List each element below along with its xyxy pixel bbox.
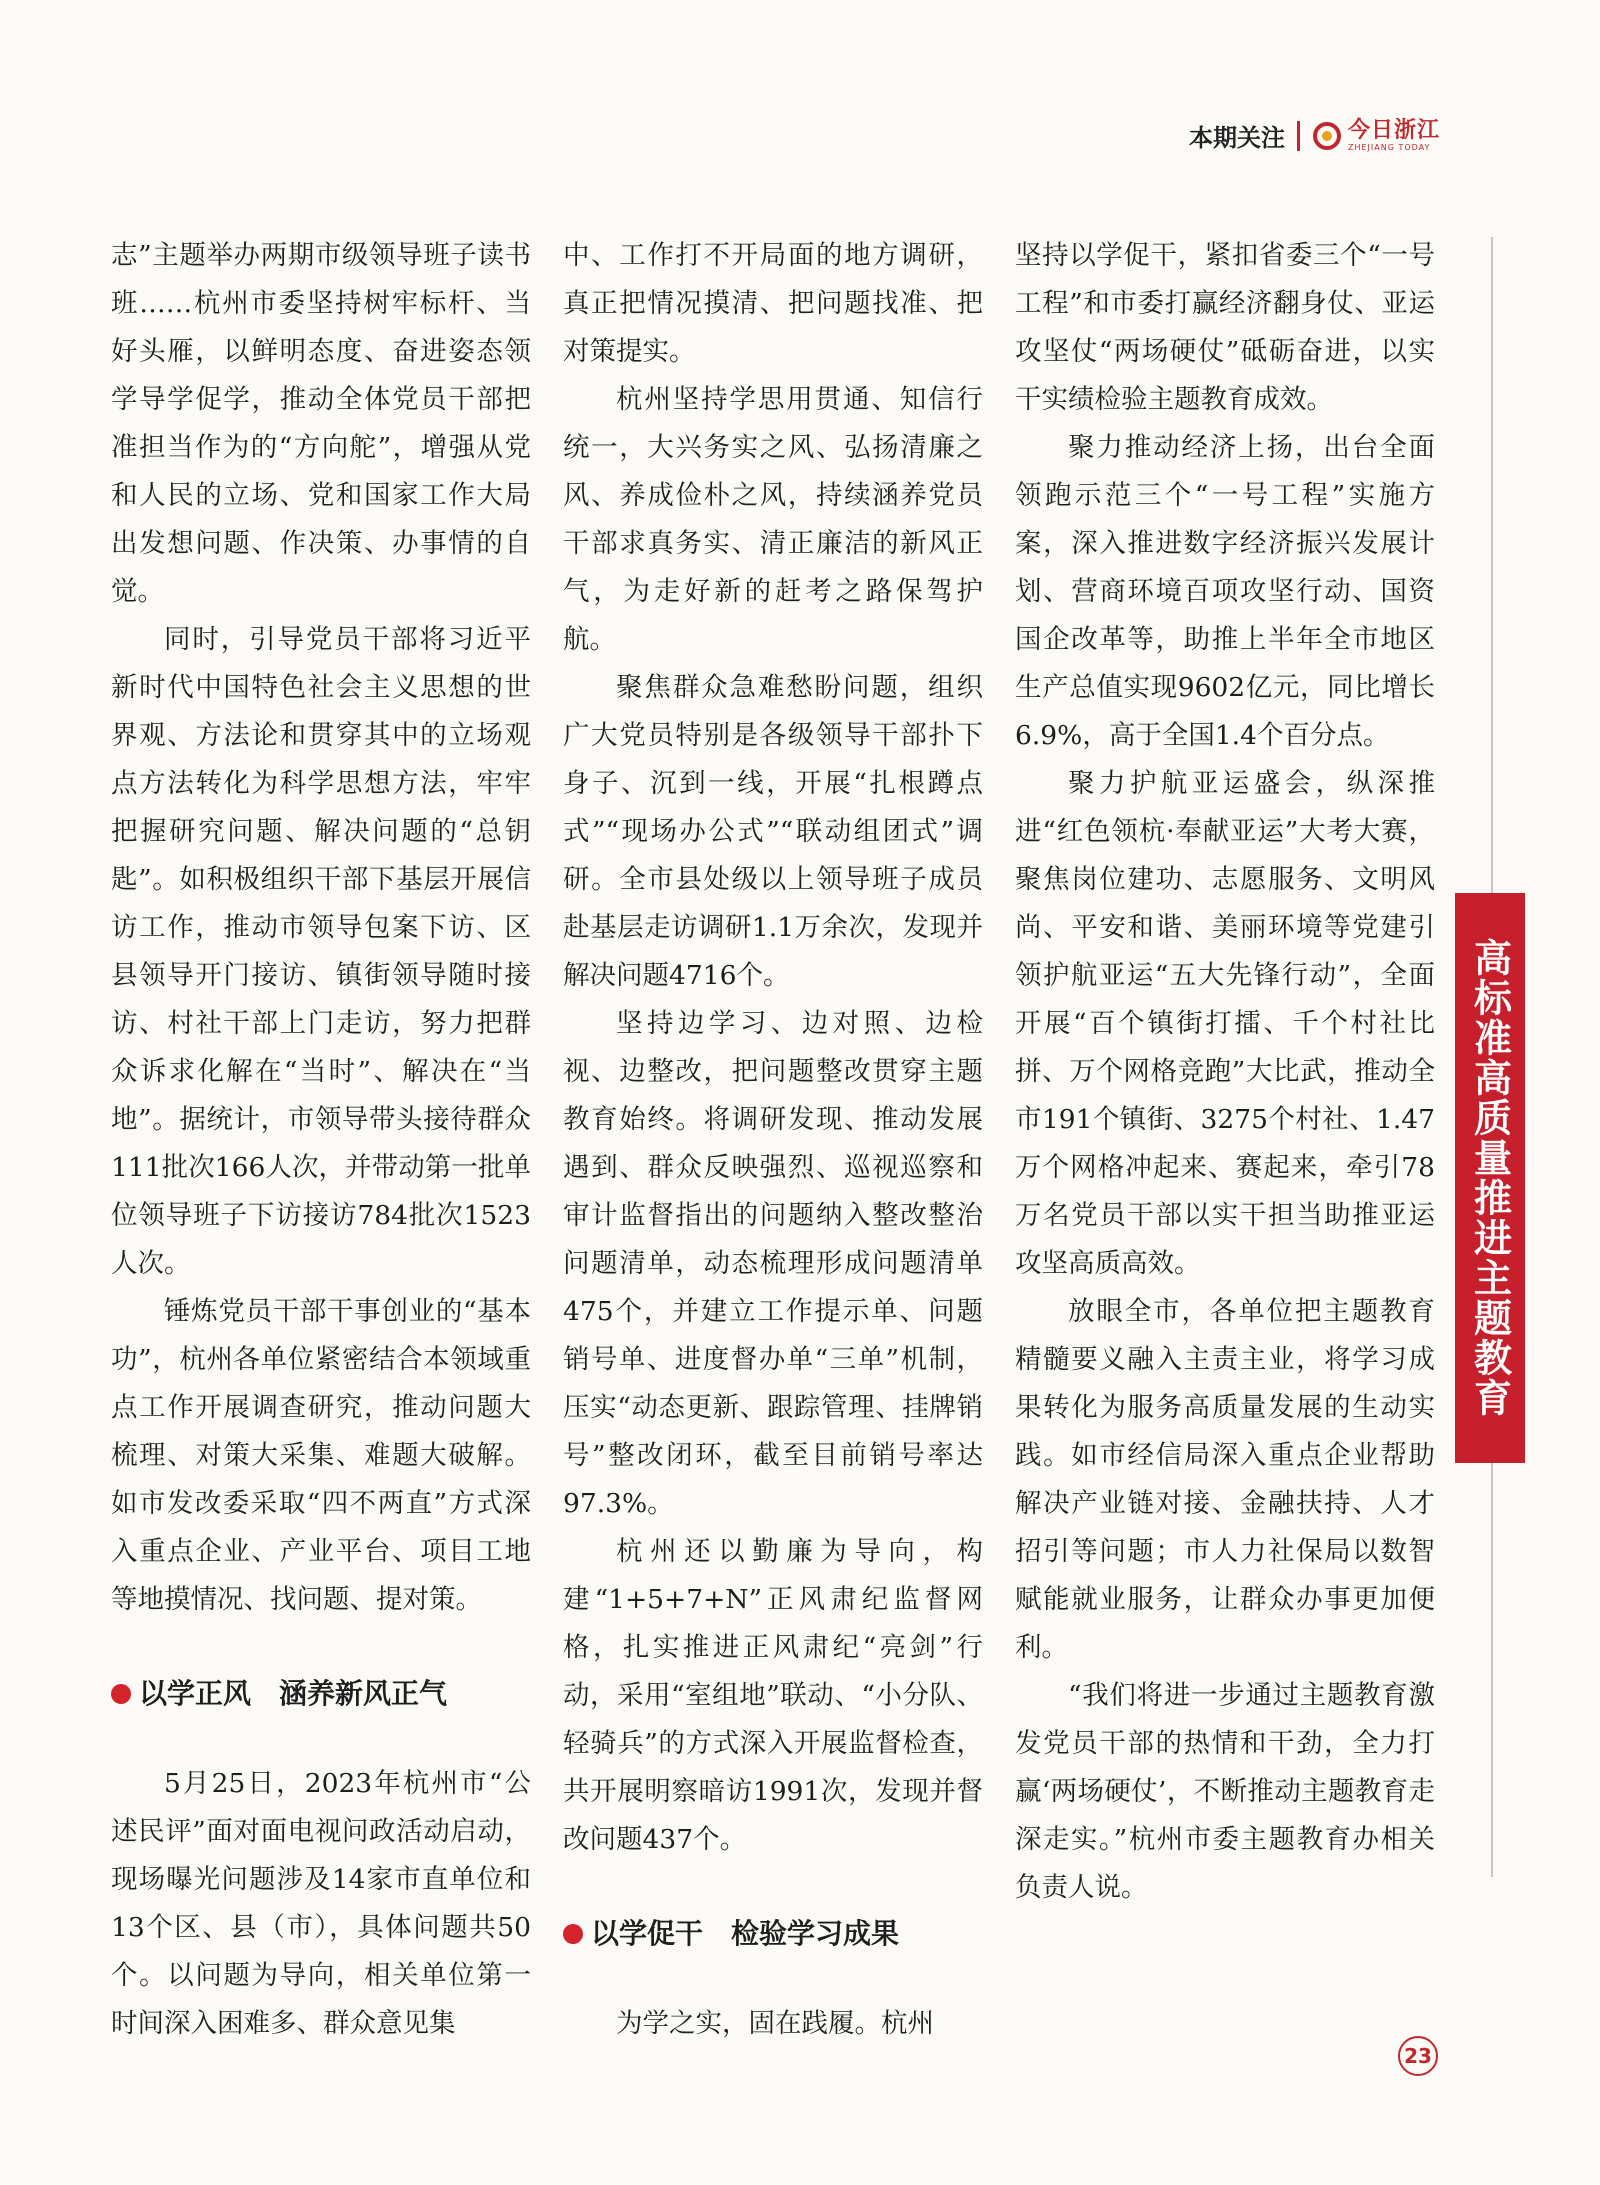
article-column-1 xyxy=(111,232,531,2048)
side-section-tab: 高标准高质量推进主题教育 xyxy=(1455,893,1525,1463)
article-column-2 xyxy=(563,232,983,2048)
paragraph: 中、工作打不开局面的地方调研，真正把情况摸清、把问题找准、把对策提实。 xyxy=(563,240,983,367)
paragraph: “我们将进一步通过主题教育激发党员干部的热情和干劲，全力打赢‘两场硬仗’，不断推动主题教育走深走实。”杭州市委主题教育办相关负责人说。 xyxy=(1015,1680,1435,1903)
paragraph: 杭州坚持学思用贯通、知信行统一，大兴务实之风、弘扬清廉之风、养成俭朴之风，持续涵养党员干部求真务实、清正廉洁的新风正气，为走好新的赶考之路保驾护航。 xyxy=(563,384,983,655)
bullet-dot-icon xyxy=(111,1684,131,1704)
section-heading xyxy=(111,1670,531,1718)
paragraph: 锤炼党员干部干事创业的“基本功”，杭州各单位紧密结合本领域重点工作开展调查研究，推动问题大梳理、对策大采集、难题大破解。如市发改委采取“四不两直”方式深入重点企业、产业平台、项目工地等地摸情况、找问题、提对策。 xyxy=(111,1296,531,1615)
section-heading xyxy=(563,1910,983,1958)
paragraph: 同时，引导党员干部将习近平新时代中国特色社会主义思想的世界观、方法论和贯穿其中的立场观点方法转化为科学思想方法，牢牢把握研究问题、解决问题的“总钥匙”。如积极组织干部下基层开展信访工作，推动市领导包案下访、区县领导开门接访、镇街领导随时接访、村社干部上门走访，努力把群众诉求化解在“当时”、解决在“当地”。据统计，市领导带头接待群众111批次166人次，并带动第一批单位领导班子下访接访784批次1523人次。 xyxy=(111,624,531,1279)
section-heading-text: 以学促干 检验学习成果 xyxy=(591,1917,900,1950)
paragraph: 坚持以学促干，紧扣省委三个“一号工程”和市委打赢经济翻身仗、亚运攻坚仗“两场硬仗”砥砺奋进，以实干实绩检验主题教育成效。 xyxy=(1015,240,1435,415)
section-title: 本期关注 xyxy=(1188,124,1285,152)
paragraph: 志”主题举办两期市级领导班子读书班……杭州市委坚持树牢标杆、当好头雁，以鲜明态度、奋进姿态领学导学促学，推动全体党员干部把准担当作为的“方向舵”，增强从党和人民的立场、党和国家工作大局出发想问题、作决策、办事情的自觉。 xyxy=(111,240,531,607)
logo-swirl-icon xyxy=(1312,121,1342,151)
paragraph: 放眼全市，各单位把主题教育精髓要义融入主责主业，将学习成果转化为服务高质量发展的生动实践。如市经信局深入重点企业帮助解决产业链对接、金融扶持、人才招引等问题；市人力社保局以数智赋能就业服务，让群众办事更加便利。 xyxy=(1015,1296,1435,1663)
paragraph: 聚力护航亚运盛会，纵深推进“红色领杭·奉献亚运”大考大赛，聚焦岗位建功、志愿服务、文明风尚、平安和谐、美丽环境等党建引领护航亚运“五大先锋行动”，全面开展“百个镇街打擂、千个村社比拼、万个网格竞跑”大比武，推动全市191个镇街、3275个村社、1.47万个网格冲起来、赛起来，牵引78万名党员干部以实干担当助推亚运攻坚高质高效。 xyxy=(1015,768,1435,1279)
logo-subtitle: ZHEJIANG TODAY xyxy=(1347,142,1431,152)
bullet-dot-icon xyxy=(563,1924,583,1944)
paragraph: 聚焦群众急难愁盼问题，组织广大党员特别是各级领导干部扑下身子、沉到一线，开展“扎根蹲点式”“现场办公式”“联动组团式”调研。全市县处级以上领导班子成员赴基层走访调研1.1万余次，发现并解决问题4716个。 xyxy=(563,672,983,991)
page-number: 23 xyxy=(1398,2036,1438,2076)
paragraph: 坚持边学习、边对照、边检视、边整改，把问题整改贯穿主题教育始终。将调研发现、推动发展遇到、群众反映强烈、巡视巡察和审计监督指出的问题纳入整改整治问题清单，动态梳理形成问题清单475个，并建立工作提示单、问题销号单、进度督办单“三单”机制，压实“动态更新、跟踪管理、挂牌销号”整改闭环，截至目前销号率达97.3%。 xyxy=(563,1008,983,1519)
article-column-3 xyxy=(1015,232,1435,1912)
paragraph: 聚力推动经济上扬，出台全面领跑示范三个“一号工程”实施方案，深入推进数字经济振兴发展计划、营商环境百项攻坚行动、国资国企改革等，助推上半年全市地区生产总值实现9602亿元，同比增长6.9%，高于全国1.4个百分点。 xyxy=(1015,432,1435,751)
magazine-logo xyxy=(1312,117,1440,152)
paragraph: 5月25日，2023年杭州市“公述民评”面对面电视问政活动启动，现场曝光问题涉及14家市直单位和13个区、县（市），具体问题共50个。以问题为导向，相关单位第一时间深入困难多、群众意见集 xyxy=(111,1768,531,2039)
header-divider xyxy=(1297,121,1300,151)
paragraph: 杭州还以勤廉为导向，构建“1+5+7+N”正风肃纪监督网格，扎实推进正风肃纪“亮剑”行动，采用“室组地”联动、“小分队、轻骑兵”的方式深入开展监督检查，共开展明察暗访1991次，发现并督改问题437个。 xyxy=(563,1536,983,1855)
logo-title: 今日浙江 xyxy=(1347,117,1440,143)
page-header xyxy=(1189,118,1440,153)
paragraph: 为学之实，固在践履。杭州 xyxy=(616,2008,934,2039)
section-heading-text: 以学正风 涵养新风正气 xyxy=(139,1677,448,1710)
